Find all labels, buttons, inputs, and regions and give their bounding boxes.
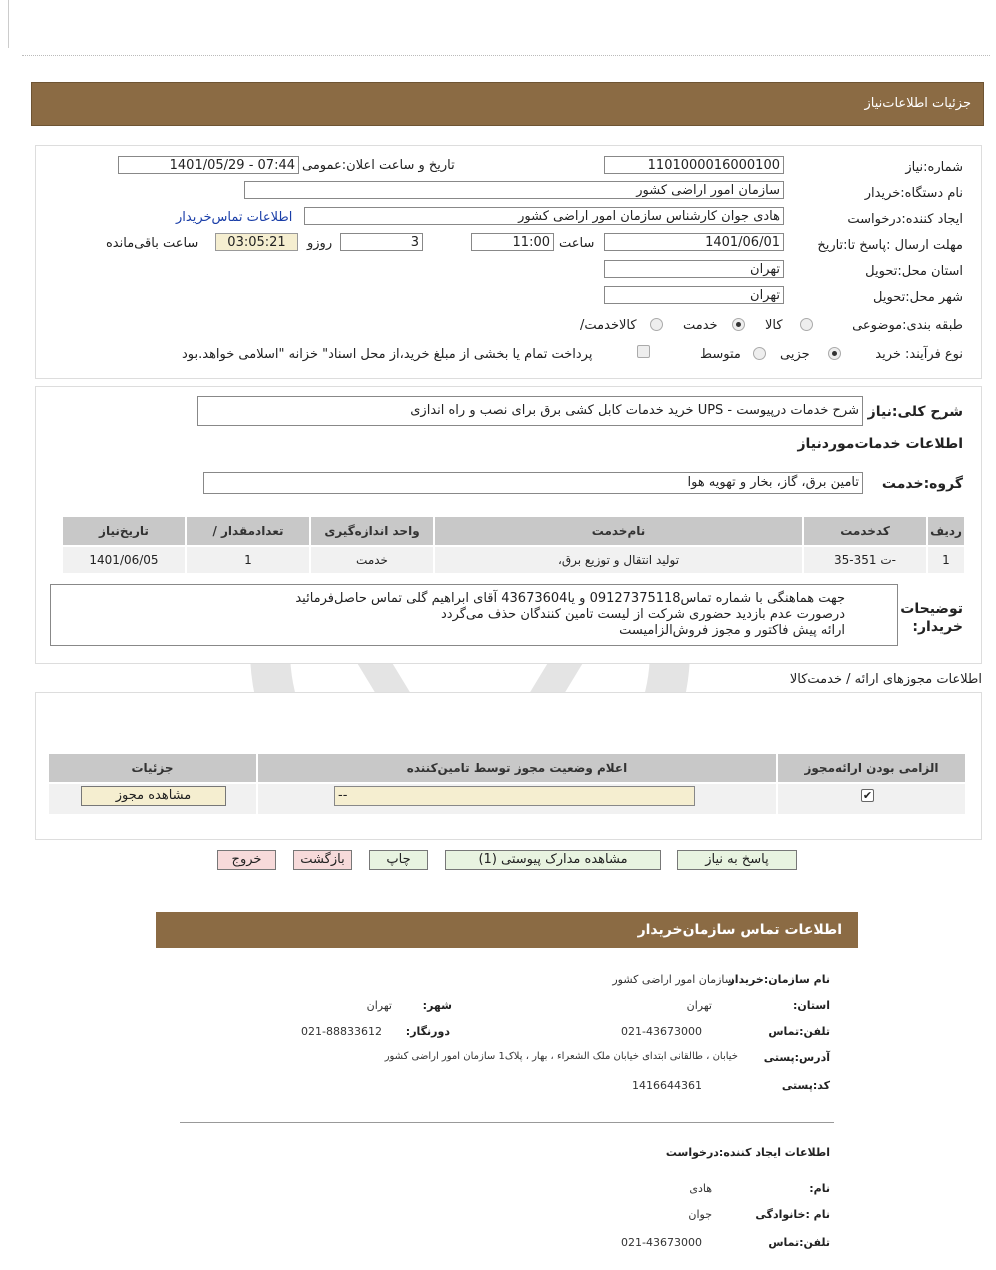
contact-divider	[180, 1122, 834, 1123]
announce-label: تاریخ و ساعت اعلان:عمومی	[302, 158, 455, 173]
address-label: آدرس:پستی	[763, 1051, 830, 1064]
fax-label: :دورنگار	[405, 1025, 450, 1038]
address-value: خیابان ، طالقانی ابتدای خیابان ملک الشعراء ، بهار ، پلاک1 سازمان امور اراضی کشور	[384, 1051, 738, 1062]
services-title: اطلاعات خدمات‌موردنیاز	[797, 436, 963, 452]
process-medium-label: متوسط	[700, 347, 741, 362]
attachments-button[interactable]: مشاهده مدارک پیوستی (1)	[445, 850, 661, 870]
cell-quantity: 1	[187, 547, 309, 573]
city-contact-value: تهران	[366, 999, 392, 1012]
announce-field: 1401/05/29 - 07:44	[118, 156, 299, 174]
buyer-label: نام دستگاه:خریدار	[864, 186, 963, 201]
city-contact-label: :شهر	[422, 999, 452, 1012]
service-group-field: تامین برق، گاز، بخار و تهویه هوا	[203, 472, 863, 494]
process-medium-radio[interactable]	[753, 347, 766, 360]
buyer-field: سازمان امور اراضی کشور	[244, 181, 784, 199]
process-label: نوع فرآیند: خرید	[875, 347, 963, 362]
creator-info-title: اطلاعات ایجاد کننده:درخواست	[665, 1146, 830, 1159]
cell-need-date: 1401/06/05	[63, 547, 185, 573]
creator-name-label: :نام	[809, 1182, 830, 1195]
creator-family-value: جوان	[688, 1208, 712, 1221]
note-line-3: ارائه پیش فاکتور و مجوز فروش‌الزامیست	[619, 623, 845, 638]
remaining-label: ساعت باقی‌مانده	[106, 236, 199, 251]
view-permit-button[interactable]: مشاهده مجوز	[81, 786, 226, 806]
page-header	[31, 82, 984, 126]
payment-checkbox[interactable]	[637, 345, 650, 358]
creator-phone-label: تلفن:تماس	[768, 1236, 830, 1249]
reply-button[interactable]: پاسخ به نیاز	[677, 850, 797, 870]
col-details: جزئیات	[49, 754, 256, 782]
city-field: تهران	[604, 286, 784, 304]
province-field: تهران	[604, 260, 784, 278]
need-number-label: شماره:نیاز	[905, 160, 963, 175]
org-label: نام سازمان:خریدار	[728, 973, 830, 986]
phone-label: تلفن:تماس	[768, 1025, 830, 1038]
note-line-1: جهت هماهنگی با شماره تماس09127375118 و یا43673604 آقای ابراهیم گلی تماس حاصل‌فرمائید	[295, 591, 845, 606]
creator-name-value: هادی	[689, 1182, 712, 1195]
col-status: اعلام وضعیت مجوز توسط تامین‌کننده	[258, 754, 776, 782]
col-service-code: کدخدمت	[804, 517, 926, 545]
buyer-notes-label: توضیحات :خریدار	[900, 601, 963, 635]
category-service-radio[interactable]	[732, 318, 745, 331]
province-label: استان محل:تحویل	[865, 264, 963, 279]
remaining-time: 03:05:21	[215, 233, 298, 251]
permits-table	[47, 752, 967, 816]
creator-family-label: نام :خانوادگی	[755, 1208, 830, 1221]
buyer-contact-link[interactable]: اطلاعات تماس‌خریدار	[176, 210, 293, 225]
process-small-label: جزیی	[780, 347, 810, 362]
note-line-2: درصورت عدم بازدید حضوری شرکت از لیست تامین کنندگان حذف می‌گردد	[440, 607, 845, 622]
permit-required-checkbox: ✔	[862, 789, 873, 802]
org-value: سازمان امور اراضی کشور	[612, 973, 734, 986]
days-field: 3	[340, 233, 423, 251]
phone-value: 021-43673000	[621, 1025, 702, 1038]
summary-field: خرید خدمات کابل کشی برق برای نصب و راه اندازی UPS - شرح خدمات درپیوست	[197, 396, 863, 426]
permits-title: اطلاعات مجوزهای ارائه / خدمت‌کالا	[789, 672, 982, 687]
creator-label: ایجاد کننده:درخواست	[847, 212, 963, 227]
category-service-label: خدمت	[683, 318, 718, 333]
summary-label: شرح کلی:نیاز	[867, 404, 963, 420]
postal-value: 1416644361	[632, 1079, 702, 1092]
days-label: روزو	[307, 236, 333, 251]
deadline-label: مهلت ارسال :پاسخ تا:تاریخ	[817, 238, 963, 253]
process-small-radio[interactable]	[828, 347, 841, 360]
cell-unit: خدمت	[311, 547, 433, 573]
province-contact-label: :استان	[792, 999, 830, 1012]
postal-label: کد:پستی	[781, 1079, 830, 1092]
category-goods-label: کالا	[765, 318, 783, 333]
fax-value: 021-88833612	[301, 1025, 382, 1038]
category-both-label: /کالاخدمت	[580, 318, 637, 333]
category-goods-radio[interactable]	[800, 318, 813, 331]
col-unit: واحد اندازه‌گیری	[311, 517, 433, 545]
cell-service-code: ت 351-35-	[804, 547, 926, 573]
print-button[interactable]: چاپ	[369, 850, 428, 870]
deadline-hour-field: 11:00	[471, 233, 554, 251]
deadline-date-field: 1401/06/01	[604, 233, 784, 251]
cell-service-name: ،تولید انتقال و توزیع برق	[435, 547, 802, 573]
buyer-notes-box	[50, 584, 898, 646]
cell-row: 1	[928, 547, 964, 573]
category-label: طبقه بندی:موضوعی	[852, 318, 963, 333]
col-need-date: تاریخ‌نیاز	[63, 517, 185, 545]
category-both-radio[interactable]	[650, 318, 663, 331]
table-row	[63, 547, 964, 573]
exit-button[interactable]: خروج	[217, 850, 276, 870]
services-table	[61, 515, 966, 575]
creator-phone-value: 021-43673000	[621, 1236, 702, 1249]
creator-field: هادی جوان کارشناس سازمان امور اراضی کشور	[304, 207, 784, 225]
city-label: شهر محل:تحویل	[873, 290, 963, 305]
payment-note: پرداخت تمام یا بخشی از مبلغ خرید،از محل اسناد" خزانه "اسلامی خواهد.بود	[182, 347, 593, 362]
page-title: جزئیات اطلاعات‌نیاز	[864, 96, 971, 111]
province-contact-value: تهران	[686, 999, 712, 1012]
contact-title: اطلاعات تماس سازمان‌خریدار	[637, 922, 842, 938]
permits-table-header	[49, 754, 965, 782]
permit-status-field: --	[334, 786, 695, 806]
col-row: ردیف	[928, 517, 964, 545]
back-button[interactable]: بازگشت	[293, 850, 352, 870]
top-divider	[22, 55, 990, 56]
contact-header	[156, 912, 858, 948]
left-border-line	[8, 0, 9, 48]
deadline-hour-label: ساعت	[559, 236, 595, 251]
col-service-name: نام‌خدمت	[435, 517, 802, 545]
service-group-label: گروه:خدمت	[881, 476, 963, 492]
services-table-header	[63, 517, 964, 545]
need-number-field: 1101000016000100	[604, 156, 784, 174]
col-required: الزامی بودن ارائه‌مجوز	[778, 754, 965, 782]
col-quantity: / تعدادمقدار	[187, 517, 309, 545]
